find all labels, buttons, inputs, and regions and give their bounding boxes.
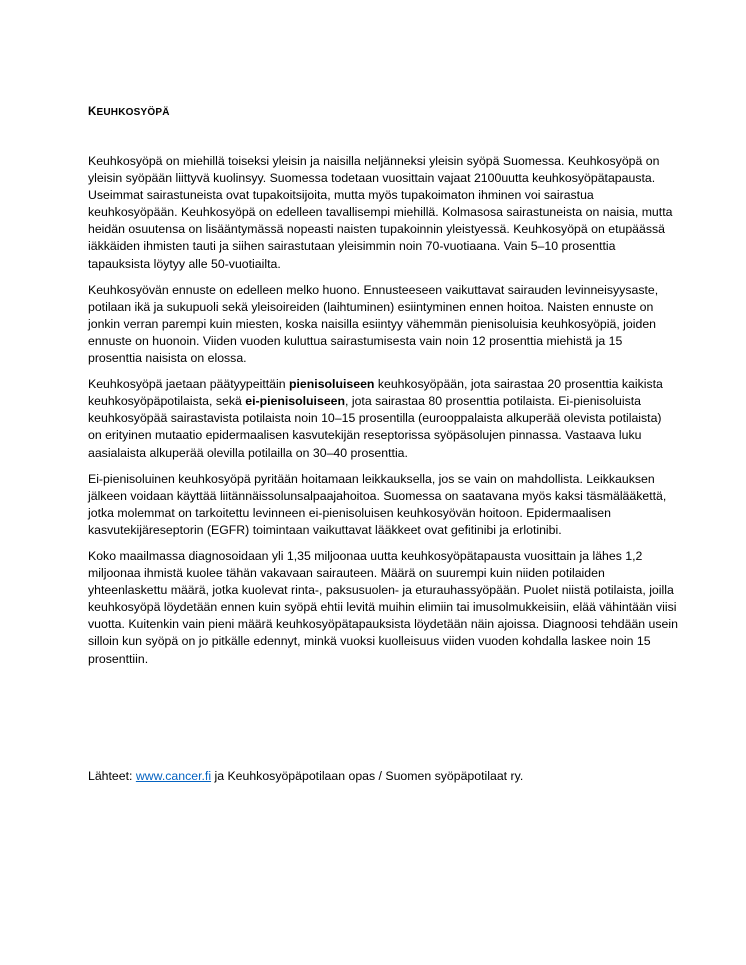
types-non-small-cell: ei-pienisoluiseen <box>245 394 346 409</box>
cancer-fi-link[interactable]: www.cancer.fi <box>135 769 212 783</box>
types-text-3: , jota sairastaa 80 prosenttia potilaista. Ei-pienisoluista keuhkosyöpää sairastavista potilaista noin 10–15 prosentilla (eurooppalaista alkuperää olevista potilaista) on erityinen mutaatio epidermaalisen kasvutekijän reseptorissa syöpäsolujen pinnassa. Vastaava luku aasialaista alkuperää olevilla potilailla on 30–40 prosenttia. <box>88 394 662 460</box>
paragraph-incidence: Keuhkosyöpä on miehillä toiseksi yleisin ja naisilla neljänneksi yleisin syöpä Suomessa. Keuhkosyöpä on yleisin syöpään liittyvä kuolinsyy. Suomessa todetaan vuosittain vajaat 2100uutta keuhkosyöpätapausta. Useimmat sairastuneista ovat tupakoitsijoita, mutta myös tupakoimaton ihminen voi sairastua keuhkosyöpään. Keuhkosyöpä on edelleen tavallisempi miehillä. Kolmasosa sairastuneista on naisia, mutta heidän osuutensa on lisääntymässä nopeasti naisten tupakoinnin yleistyessä. Keuhkosyöpä on etupäässä iäkkäiden ihmisten tauti ja siihen sairastutaan yleisimmin noin 70-vuotiaana. Vain 5–10 prosenttia tapauksista löytyy alle 50-vuotiailta. <box>88 154 673 271</box>
sources-line <box>88 768 523 785</box>
types-small-cell: pienisoluiseen <box>289 377 375 392</box>
paragraph-prognosis: Keuhkosyövän ennuste on edelleen melko huono. Ennusteeseen vaikuttavat sairauden levinneisyysaste, potilaan ikä ja sukupuoli sekä yleisoireiden (laihtuminen) esiintyminen ennen hoitoa. Naisten ennuste on jonkin verran parempi kuin miesten, koska naisilla esiintyy vähemmän pienisoluisia keuhkosyöpiä, joiden ennuste on huonoin. Viiden vuoden kuluttua sairastumisesta vain noin 12 prosenttia miehistä ja 15 prosenttia naisista on elossa. <box>88 282 659 366</box>
document-title <box>88 106 170 118</box>
sources-prefix: Lähteet: <box>88 769 136 783</box>
paragraph-types <box>88 376 678 461</box>
paragraph-worldwide: Koko maailmassa diagnosoidaan yli 1,35 miljoonaa uutta keuhkosyöpätapausta vuosittain ja lähes 1,2 miljoonaa ihmistä kuolee tähän vakavaan sairauteen. Määrä on suurempi kuin niiden potilaiden yhteenlaskettu määrä, jotka kuolevat rinta-, paksusuolen- ja eturauhassyöpään. Puolet niistä potilaista, joilla keuhkosyöpä löydetään ennen kuin syöpä ehtii levitä muihin elimiin tai imusolmukkeisiin, elää vähintään viisi vuotta. Kuitenkin vain pieni määrä keuhkosyöpätapauksista löydetään näin ajoissa. Diagnoosi tehdään usein silloin kun syöpä on jo pitkälle edennyt, minkä vuoksi kuolleisuus viiden vuoden kohdalla laskee noin 15 prosenttiin. <box>88 548 678 666</box>
document-body <box>88 153 678 677</box>
title-initial: K <box>88 106 97 118</box>
types-text-1: Keuhkosyöpä jaetaan päätyypeittäin <box>88 377 289 392</box>
title-rest: EUHKOSYÖPÄ <box>96 107 170 118</box>
types-text-2: keuhkosyöpään, jota sairastaa 20 prosenttia kaikista keuhkosyöpäpotilaista, sekä <box>88 377 663 409</box>
paragraph-treatment: Ei-pienisoluinen keuhkosyöpä pyritään hoitamaan leikkauksella, jos se vain on mahdollista. Leikkauksen jälkeen voidaan käyttää liitännäissolunsalpaajahoitoa. Suomessa on saatavana myös kaksi täsmälääkettä, jotka molemmat on tarkoitettu levinneen ei-pienisoluisen keuhkosyövän hoitoon. Epidermaalisen kasvutekijäreseptorin (EGFR) toimintaan vaikuttavat lääkkeet ovat gefitinibi ja erlotinibi. <box>88 471 667 537</box>
sources-suffix: ja Keuhkosyöpäpotilaan opas / Suomen syöpäpotilaat ry. <box>211 769 524 783</box>
